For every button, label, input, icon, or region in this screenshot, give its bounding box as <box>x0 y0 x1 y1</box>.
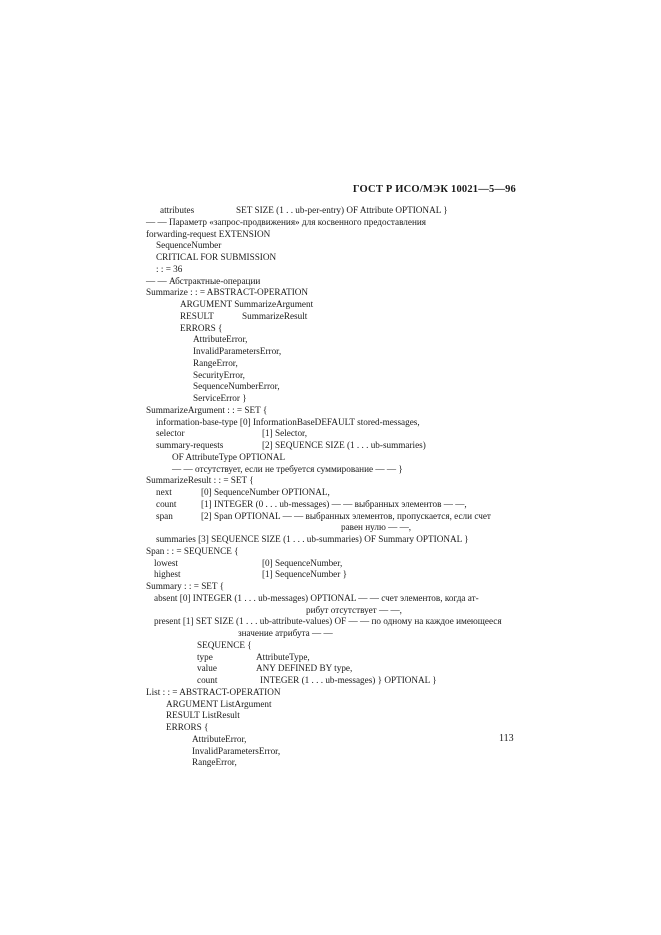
listing-text: span <box>156 510 173 521</box>
listing-line <box>146 252 518 264</box>
listing-line <box>146 205 518 217</box>
listing-line <box>146 628 518 640</box>
listing-text: ANY DEFINED BY type, <box>256 663 353 674</box>
listing-line <box>146 217 518 229</box>
listing-line <box>146 311 518 323</box>
listing-text: InvalidParametersError, <box>193 346 282 356</box>
listing-text: absent [0] INTEGER (1 . . . ub-messages) OPTIONAL — — счет элементов, когда ат- <box>154 592 479 603</box>
asn1-listing <box>146 205 518 769</box>
listing-line <box>146 710 518 722</box>
listing-line <box>146 569 518 581</box>
listing-line <box>146 346 518 358</box>
listing-text: SummarizeResult <box>242 310 308 321</box>
listing-text: [0] SequenceNumber OPTIONAL, <box>201 487 330 497</box>
listing-line <box>146 452 518 464</box>
listing-line <box>146 323 518 335</box>
listing-text: value <box>197 663 217 674</box>
page-header: ГОСТ Р ИСО/МЭК 10021—5—96 <box>352 184 516 195</box>
listing-line <box>146 264 518 276</box>
listing-line <box>146 757 518 769</box>
listing-line <box>146 534 518 546</box>
listing-line <box>146 334 518 346</box>
listing-text: information-base-type [0] InformationBaseDEFAULT stored-messages, <box>156 416 420 427</box>
listing-line <box>146 475 518 487</box>
listing-text: RESULT <box>180 310 214 321</box>
listing-line <box>146 276 518 288</box>
listing-text: count <box>156 498 177 509</box>
listing-line <box>146 722 518 734</box>
listing-text: — — Абстрактные-операции <box>146 275 261 286</box>
listing-line <box>146 605 518 617</box>
listing-text: — — отсутствует, если не требуется суммирование — — } <box>172 463 403 474</box>
listing-line <box>146 616 518 628</box>
listing-text: значение атрибута — — <box>238 628 333 638</box>
listing-text: Span : : = SEQUENCE { <box>146 545 239 556</box>
listing-text: SequenceNumberError, <box>193 381 280 392</box>
listing-line <box>146 593 518 605</box>
listing-text: CRITICAL FOR SUBMISSION <box>156 252 277 262</box>
listing-line <box>146 499 518 511</box>
listing-line <box>146 652 518 664</box>
listing-line <box>146 405 518 417</box>
listing-text: [1] INTEGER (0 . . . ub-messages) — — выбранных элементов — —, <box>201 498 467 509</box>
listing-line <box>146 581 518 593</box>
listing-text: RESULT ListResult <box>166 710 240 721</box>
listing-line <box>146 487 518 499</box>
listing-line <box>146 640 518 652</box>
listing-text: рибут отсутствует — —, <box>306 604 402 615</box>
listing-line <box>146 663 518 675</box>
listing-text: summary-requests <box>156 440 224 450</box>
listing-text: : : = 36 <box>156 263 183 274</box>
listing-text: AttributeType, <box>256 651 310 662</box>
listing-text: AttributeError, <box>192 733 247 744</box>
listing-line <box>146 734 518 746</box>
listing-text: next <box>156 487 172 497</box>
listing-text: AttributeError, <box>193 334 248 345</box>
listing-line <box>146 417 518 429</box>
listing-text: SummarizeArgument : : = SET { <box>146 404 268 415</box>
listing-line <box>146 687 518 699</box>
listing-line <box>146 511 518 523</box>
listing-text: List : : = ABSTRACT-OPERATION <box>146 686 281 697</box>
listing-line <box>146 440 518 452</box>
listing-text: [0] SequenceNumber, <box>262 557 343 568</box>
listing-line <box>146 229 518 241</box>
listing-line <box>146 381 518 393</box>
listing-line <box>146 558 518 570</box>
listing-text: [1] Selector, <box>262 428 308 439</box>
listing-text: SEQUENCE { <box>197 639 252 650</box>
listing-line <box>146 428 518 440</box>
listing-text: Summarize : : = ABSTRACT-OPERATION <box>146 287 309 298</box>
listing-line <box>146 358 518 370</box>
listing-text: ERRORS { <box>180 322 223 333</box>
listing-line <box>146 746 518 758</box>
listing-text: RangeError, <box>193 357 238 368</box>
listing-line <box>146 240 518 252</box>
listing-text: attributes <box>160 205 195 215</box>
listing-text: present [1] SET SIZE (1 . . . ub-attribute-values) OF — — по одному на каждое имеющееся <box>154 616 502 627</box>
listing-text: count <box>197 675 218 685</box>
listing-line <box>146 370 518 382</box>
listing-text: [2] Span OPTIONAL — — выбранных элементов, пропускается, если счет <box>201 510 491 521</box>
listing-line <box>146 287 518 299</box>
listing-text: — — Параметр «запрос-продвижения» для косвенного предоставления <box>146 216 427 227</box>
listing-line <box>146 393 518 405</box>
listing-text: Summary : : = SET { <box>146 581 225 591</box>
listing-text: SequenceNumber <box>156 240 222 251</box>
listing-text: ARGUMENT SummarizeArgument <box>180 299 314 309</box>
listing-text: RangeError, <box>192 757 237 768</box>
listing-line <box>146 464 518 476</box>
listing-text: [2] SEQUENCE SIZE (1 . . . ub-summaries) <box>262 440 426 450</box>
listing-text: SET SIZE (1 . . ub-per-entry) OF Attribute OPTIONAL } <box>236 205 448 215</box>
listing-text: SecurityError, <box>193 369 245 380</box>
listing-text: ServiceError } <box>193 393 247 403</box>
listing-line <box>146 522 518 534</box>
listing-line <box>146 299 518 311</box>
listing-text: highest <box>154 569 181 580</box>
listing-text: равен нулю — —, <box>341 522 412 533</box>
listing-text: forwarding-request EXTENSION <box>146 228 271 239</box>
listing-text: ARGUMENT ListArgument <box>166 698 272 709</box>
page-number: 113 <box>499 733 514 744</box>
listing-text: InvalidParametersError, <box>192 745 281 756</box>
listing-text: lowest <box>154 557 178 568</box>
listing-text: INTEGER (1 . . . ub-messages) } OPTIONAL } <box>260 675 437 685</box>
listing-text: [1] SequenceNumber } <box>262 569 348 580</box>
listing-text: OF AttributeType OPTIONAL <box>172 451 286 462</box>
listing-text: ERRORS { <box>166 722 209 732</box>
listing-text: type <box>197 651 213 662</box>
listing-line <box>146 699 518 711</box>
listing-text: summaries [3] SEQUENCE SIZE (1 . . . ub-summaries) OF Summary OPTIONAL } <box>156 534 469 544</box>
listing-line <box>146 675 518 687</box>
listing-text: SummarizeResult : : = SET { <box>146 475 254 486</box>
listing-text: selector <box>156 428 185 439</box>
listing-line <box>146 546 518 558</box>
